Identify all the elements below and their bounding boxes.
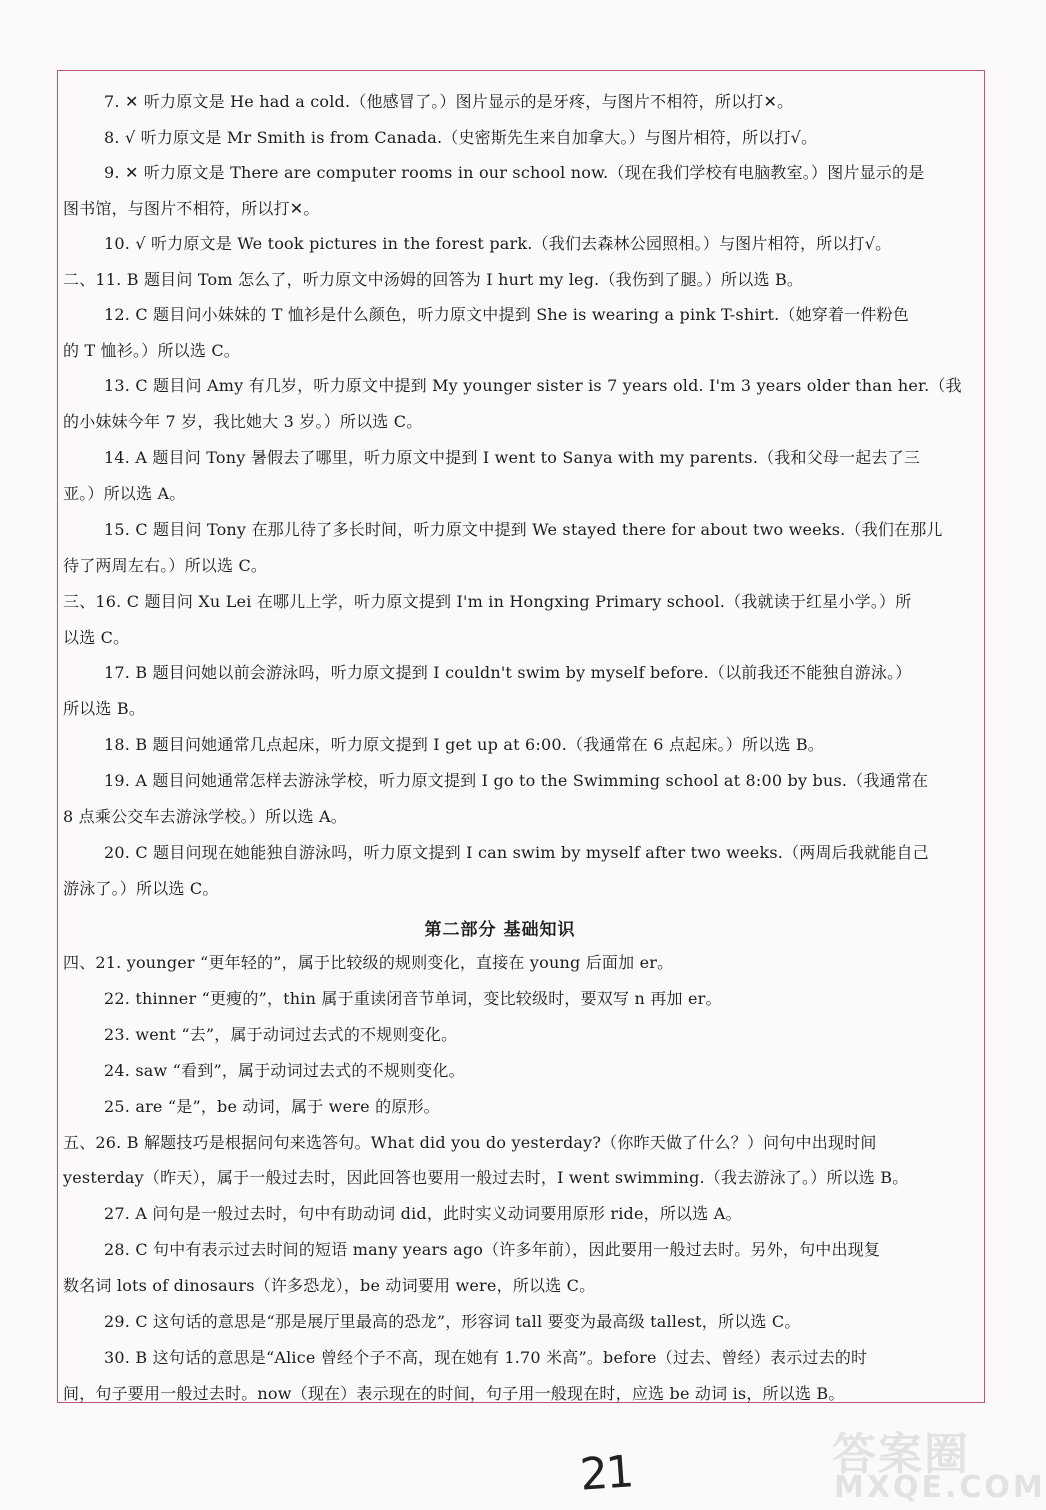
answer-line: 二、11. B 题目问 Tom 怎么了，听力原文中汤姆的回答为 I hurt my leg.（我伤到了腿。）所以选 B。 xyxy=(63,270,804,289)
answer-line: 数名词 lots of dinosaurs（许多恐龙），be 动词要用 were，所以选 C。 xyxy=(63,1276,596,1295)
answer-line: 25. are “是”，be 动词，属于 were 的原形。 xyxy=(104,1097,440,1116)
answer-line: 的小妹妹今年 7 岁，我比她大 3 岁。）所以选 C。 xyxy=(63,412,423,431)
answer-line: 以选 C。 xyxy=(63,628,130,647)
answer-line: 29. C 这句话的意思是“那是展厅里最高的恐龙”，形容词 tall 要变为最高级 tallest，所以选 C。 xyxy=(104,1312,801,1331)
answer-line: 游泳了。）所以选 C。 xyxy=(63,879,219,898)
answer-line: 18. B 题目问她通常几点起床，听力原文提到 I get up at 6:00.（我通常在 6 点起床。）所以选 B。 xyxy=(104,735,824,754)
answer-line: 15. C 题目问 Tony 在那儿待了多长时间，听力原文中提到 We stayed there for about two weeks.（我们在那儿 xyxy=(104,520,943,539)
answer-line: 30. B 这句话的意思是“Alice 曾经个子不高，现在她有 1.70 米高”。before（过去、曾经）表示过去的时 xyxy=(104,1348,868,1367)
answer-line: 14. A 题目问 Tony 暑假去了哪里，听力原文中提到 I went to Sanya with my parents.（我和父母一起去了三 xyxy=(104,448,921,467)
answer-line: 四、21. younger “更年轻的”，属于比较级的规则变化，直接在 young 后面加 er。 xyxy=(63,953,674,972)
watermark-logo xyxy=(824,1418,1046,1506)
answer-line: 8. √ 听力原文是 Mr Smith is from Canada.（史密斯先生来自加拿大。）与图片相符，所以打√。 xyxy=(104,128,818,147)
answer-line: 8 点乘公交车去游泳学校。）所以选 A。 xyxy=(63,807,347,826)
answer-line: 22. thinner “更瘦的”，thin 属于重读闭音节单词，变比较级时，要双写 n 再加 er。 xyxy=(104,989,722,1008)
section-heading: 第二部分 基础知识 xyxy=(424,920,576,940)
answer-line: 间，句子要用一般过去时。now（现在）表示现在的时间，句子用一般现在时，应选 be 动词 is，所以选 B。 xyxy=(63,1384,845,1403)
answer-line: 图书馆，与图片不相符，所以打✕。 xyxy=(63,199,320,218)
answer-line: 亚。）所以选 A。 xyxy=(63,484,186,503)
answer-line: 27. A 问句是一般过去时，句中有助动词 did，此时实义动词要用原形 ride，所以选 A。 xyxy=(104,1204,742,1223)
answer-line: 待了两周左右。）所以选 C。 xyxy=(63,556,268,575)
answer-line: 19. A 题目问她通常怎样去游泳学校，听力原文提到 I go to the Swimming school at 8:00 by bus.（我通常在 xyxy=(104,771,929,790)
watermark-title: 答案圈 xyxy=(832,1429,970,1480)
answer-line: 13. C 题目问 Amy 有几岁，听力原文中提到 My younger sister is 7 years old. I'm 3 years older than her.（我 xyxy=(104,376,962,395)
watermark-url: MXQE.COM xyxy=(834,1470,1046,1505)
answer-line: 10. √ 听力原文是 We took pictures in the forest park.（我们去森林公园照相。）与图片相符，所以打√。 xyxy=(104,234,892,253)
answer-line: 7. ✕ 听力原文是 He had a cold.（他感冒了。）图片显示的是牙疼，与图片不相符，所以打✕。 xyxy=(104,92,794,111)
answer-line: 9. ✕ 听力原文是 There are computer rooms in our school now.（现在我们学校有电脑教室。）图片显示的是 xyxy=(104,163,925,182)
answer-line: 五、26. B 解题技巧是根据问句来选答句。What did you do yesterday?（你昨天做了什么？）问句中出现时间 xyxy=(63,1133,877,1152)
answer-line: 24. saw “看到”，属于动词过去式的不规则变化。 xyxy=(104,1061,465,1080)
answer-line: 的 T 恤衫。）所以选 C。 xyxy=(63,341,240,360)
answer-line: 三、16. C 题目问 Xu Lei 在哪儿上学，听力原文提到 I'm in Hongxing Primary school.（我就读于红星小学。）所 xyxy=(63,592,912,611)
answer-line: 12. C 题目问小妹妹的 T 恤衫是什么颜色，听力原文中提到 She is wearing a pink T-shirt.（她穿着一件粉色 xyxy=(104,305,910,324)
answer-line: 20. C 题目问现在她能独自游泳吗，听力原文提到 I can swim by myself after two weeks.（两周后我就能自己 xyxy=(104,843,929,862)
answer-line: yesterday（昨天），属于一般过去时，因此回答也要用一般过去时，I went swimming.（我去游泳了。）所以选 B。 xyxy=(63,1168,909,1187)
page-number: 21 xyxy=(578,1446,634,1501)
answer-line: 17. B 题目问她以前会游泳吗，听力原文提到 I couldn't swim by myself before.（以前我还不能独自游泳。） xyxy=(104,663,912,682)
answer-line: 23. went “去”，属于动词过去式的不规则变化。 xyxy=(104,1025,458,1044)
answer-line: 28. C 句中有表示过去时间的短语 many years ago（许多年前），因此要用一般过去时。另外，句中出现复 xyxy=(104,1240,881,1259)
answer-line: 所以选 B。 xyxy=(63,699,146,718)
